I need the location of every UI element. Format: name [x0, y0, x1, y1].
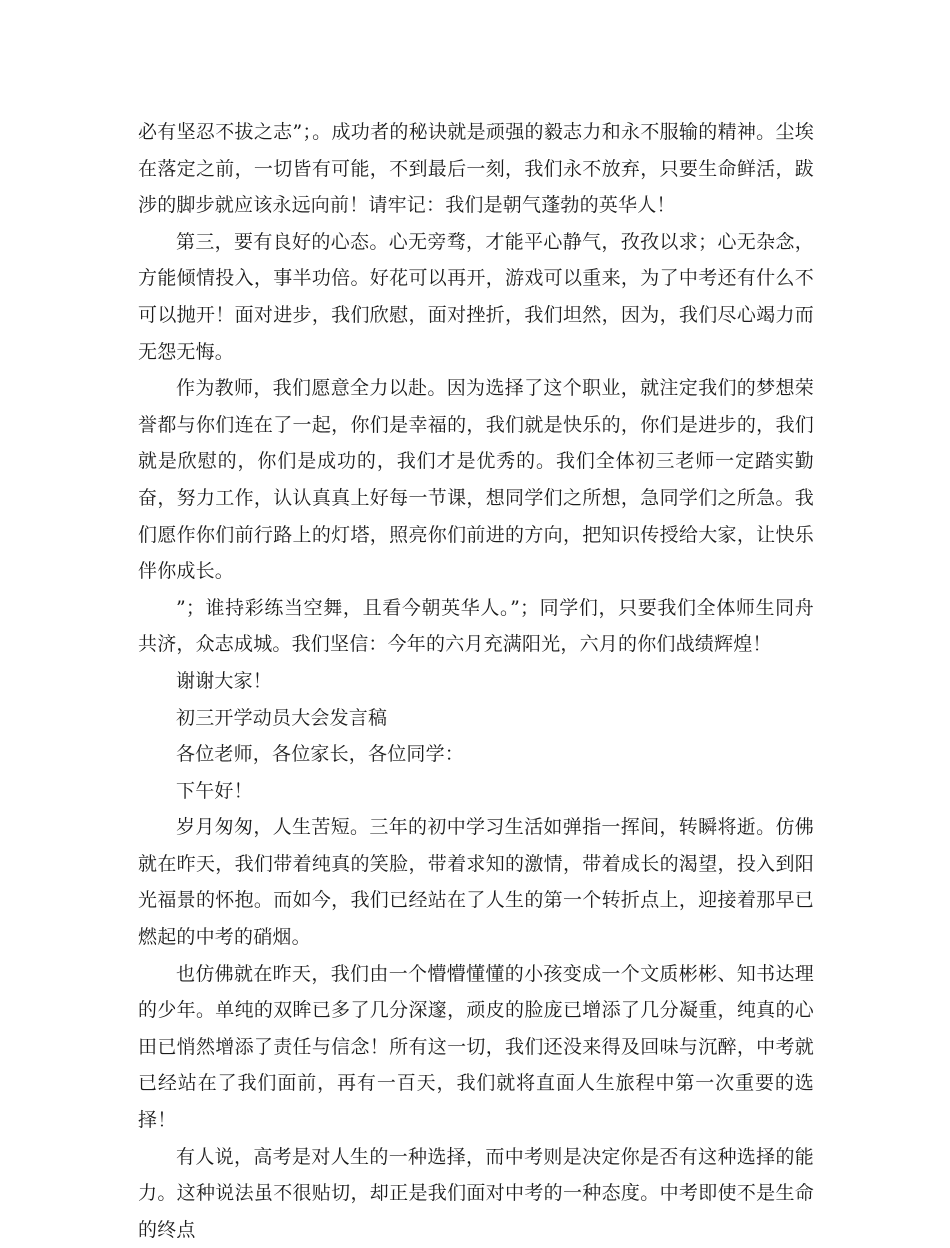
salutation: 各位老师，各位家长，各位同学： [176, 743, 465, 766]
paragraph-3: 作为教师，我们愿意全力以赴。因为选择了这个职业，就注定我们的梦想荣誉都与你们连在了一起，你们是幸福的，我们就是快乐的，你们是进步的，我们就是欣慰的，你们是成功的，我们才是优秀的。我们全体初三老师一定踏实勤奋，努力工作，认认真真上好每一节课，想同学们之所想，急同学们之所急。我们愿作你们前行路上的灯塔，照亮你们前进的方向，把知识传授给大家，让快乐伴你成长。 [138, 377, 814, 583]
document-body [138, 114, 814, 1248]
section-title: 初三开学动员大会发言稿 [176, 706, 388, 729]
paragraph-9: 岁月匆匆，人生苦短。三年的初中学习生活如弹指一挥间，转瞬将逝。仿佛就在昨天，我们带着纯真的笑脸，带着求知的激情，带着成长的渴望，投入到阳光福景的怀抱。而如今，我们已经站在了人生的第一个转折点上，迎接着那早已燃起的中考的硝烟。 [138, 816, 814, 949]
greeting: 下午好！ [176, 779, 253, 802]
paragraph-11: 有人说，高考是对人生的一种选择，而中考则是决定你是否有这种选择的能力。这种说法虽不很贴切，却正是我们面对中考的一种态度。中考即使不是生命的终点 [138, 1145, 814, 1241]
paragraph-5: 谢谢大家！ [176, 669, 273, 692]
paragraph-2: 第三，要有良好的心态。心无旁骛，才能平心静气，孜孜以求；心无杂念，方能倾情投入，事半功倍。好花可以再开，游戏可以重来，为了中考还有什么不可以抛开！面对进步，我们欣慰，面对挫折，我们坦然，因为，我们尽心竭力而无怨无悔。 [138, 230, 814, 363]
paragraph-4: ”；谁持彩练当空舞，且看今朝英华人。”；同学们，只要我们全体师生同舟共济，众志成城。我们坚信：今年的六月充满阳光，六月的你们战绩辉煌！ [138, 596, 814, 656]
paragraph-10: 也仿佛就在昨天，我们由一个懵懵懂懂的小孩变成一个文质彬彬、知书达理的少年。单纯的双眸已多了几分深邃，顽皮的脸庞已增添了几分凝重，纯真的心田已悄然增添了责任与信念！所有这一切，我们还没来得及回味与沉醉，中考就已经站在了我们面前，再有一百天，我们就将直面人生旅程中第一次重要的选择！ [138, 962, 814, 1132]
paragraph-1: 必有坚忍不拔之志”；。成功者的秘诀就是顽强的毅志力和永不服输的精神。尘埃在落定之前，一切皆有可能，不到最后一刻，我们永不放弃，只要生命鲜活，跋涉的脚步就应该永远向前！请牢记：我们是朝气蓬勃的英华人！ [138, 121, 814, 217]
